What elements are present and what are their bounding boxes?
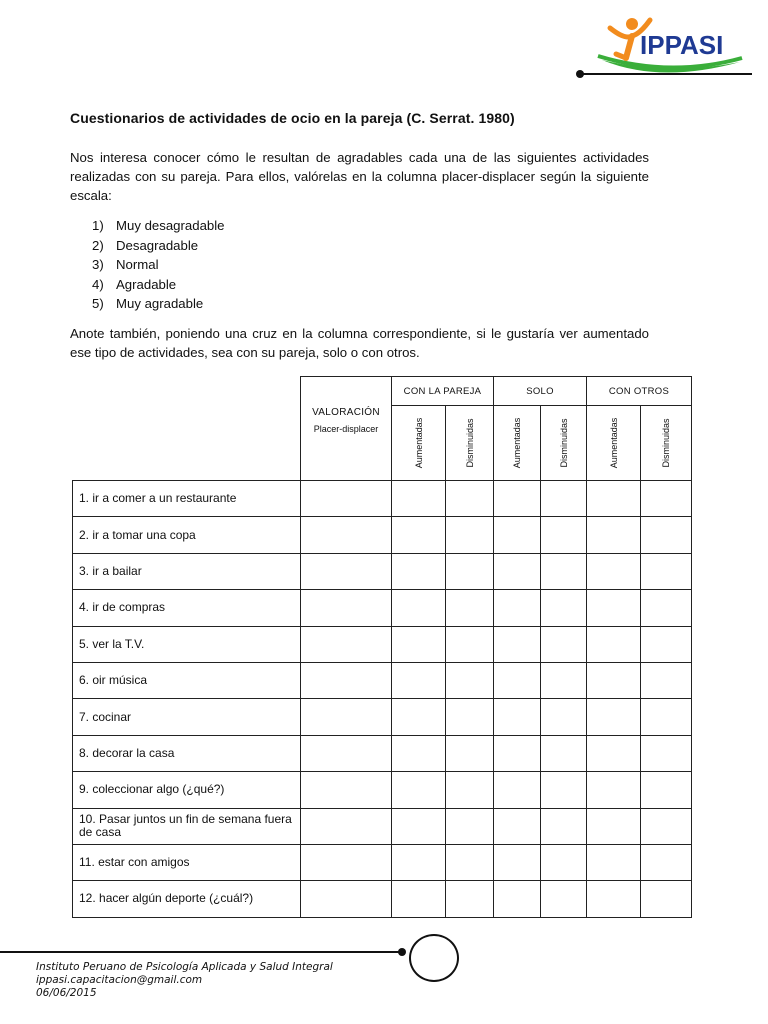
table-row	[73, 844, 692, 880]
mark-cell[interactable]	[641, 699, 692, 735]
group-header: SOLO	[494, 377, 587, 406]
mark-cell[interactable]	[541, 590, 587, 626]
mark-cell[interactable]	[494, 735, 541, 771]
table-row	[73, 735, 692, 771]
rating-cell[interactable]	[301, 808, 392, 844]
rating-cell[interactable]	[301, 772, 392, 808]
mark-cell[interactable]	[641, 517, 692, 553]
rating-scale-list	[92, 216, 225, 314]
mark-cell[interactable]	[641, 626, 692, 662]
mark-cell[interactable]	[392, 772, 446, 808]
subheader-cell: Disminuidas	[641, 406, 692, 481]
rating-cell[interactable]	[301, 662, 392, 698]
mark-cell[interactable]	[446, 662, 494, 698]
table-row	[73, 772, 692, 808]
mark-cell[interactable]	[541, 699, 587, 735]
subheader-cell: Disminuidas	[541, 406, 587, 481]
rating-cell[interactable]	[301, 481, 392, 517]
mark-cell[interactable]	[587, 881, 641, 917]
footer-email: ippasi.capacitacion@gmail.com	[36, 974, 203, 986]
mark-cell[interactable]	[494, 844, 541, 880]
table-row	[73, 881, 692, 917]
list-item: 3) Normal	[92, 257, 159, 273]
mark-cell[interactable]	[392, 808, 446, 844]
header-rule-dot	[576, 70, 584, 78]
mark-cell[interactable]	[392, 517, 446, 553]
mark-cell[interactable]	[541, 844, 587, 880]
list-item: 2) Desagradable	[92, 237, 199, 253]
activity-label: 4. ir de compras	[73, 590, 301, 626]
mark-cell[interactable]	[392, 553, 446, 589]
group-header: CON OTROS	[587, 377, 692, 406]
table-row	[73, 808, 692, 844]
mark-cell[interactable]	[641, 735, 692, 771]
activity-label: 1. ir a comer a un restaurante	[73, 481, 301, 517]
table-row	[73, 626, 692, 662]
mark-cell[interactable]	[587, 481, 641, 517]
rating-cell[interactable]	[301, 881, 392, 917]
mark-cell[interactable]	[541, 517, 587, 553]
ippasi-logo	[580, 14, 750, 80]
mark-cell[interactable]	[494, 590, 541, 626]
mark-cell[interactable]	[541, 553, 587, 589]
mark-cell[interactable]	[494, 881, 541, 917]
table-row	[73, 517, 692, 553]
table-row	[73, 553, 692, 589]
valoracion-header: VALORACIÓN Placer-displacer	[301, 377, 392, 481]
mark-cell[interactable]	[446, 517, 494, 553]
mark-cell[interactable]	[494, 626, 541, 662]
activity-label: 9. coleccionar algo (¿qué?)	[73, 772, 301, 808]
footer	[36, 961, 333, 1000]
mark-cell[interactable]	[446, 772, 494, 808]
mark-cell[interactable]	[587, 517, 641, 553]
mark-cell[interactable]	[541, 772, 587, 808]
mark-cell[interactable]	[587, 626, 641, 662]
mark-cell[interactable]	[392, 699, 446, 735]
mark-cell[interactable]	[641, 662, 692, 698]
mark-cell[interactable]	[587, 844, 641, 880]
activities-table	[72, 376, 692, 918]
mark-cell[interactable]	[587, 772, 641, 808]
mark-cell[interactable]	[587, 735, 641, 771]
mark-cell[interactable]	[541, 881, 587, 917]
mark-cell[interactable]	[541, 735, 587, 771]
activity-label: 10. Pasar juntos un fin de semana fuera de casa	[73, 808, 301, 844]
mark-cell[interactable]	[392, 844, 446, 880]
rating-cell[interactable]	[301, 735, 392, 771]
mark-cell[interactable]	[541, 481, 587, 517]
mark-cell[interactable]	[392, 735, 446, 771]
footer-rule	[0, 951, 402, 953]
subheader-cell: Aumentadas	[587, 406, 641, 481]
mark-cell[interactable]	[641, 844, 692, 880]
table-row	[73, 699, 692, 735]
mark-cell[interactable]	[494, 662, 541, 698]
mark-cell[interactable]	[587, 590, 641, 626]
rating-cell[interactable]	[301, 699, 392, 735]
rating-cell[interactable]	[301, 590, 392, 626]
rating-cell[interactable]	[301, 626, 392, 662]
page-title: Cuestionarios de actividades de ocio en la pareja (C. Serrat. 1980)	[70, 110, 515, 126]
mark-cell[interactable]	[392, 481, 446, 517]
subheader-cell: Disminuidas	[446, 406, 494, 481]
rating-cell[interactable]	[301, 517, 392, 553]
mark-cell[interactable]	[587, 662, 641, 698]
mark-cell[interactable]	[641, 772, 692, 808]
mark-cell[interactable]	[446, 590, 494, 626]
mark-cell[interactable]	[641, 553, 692, 589]
mark-cell[interactable]	[446, 735, 494, 771]
activity-label: 7. cocinar	[73, 699, 301, 735]
mark-cell[interactable]	[541, 808, 587, 844]
list-item: 4) Agradable	[92, 276, 177, 292]
mark-cell[interactable]	[446, 881, 494, 917]
subheader-cell: Aumentadas	[494, 406, 541, 481]
footer-date: 06/06/2015	[36, 987, 97, 999]
instructions-paragraph: Anote también, poniendo una cruz en la columna correspondiente, si le gustaría ver aumentado ese tipo de actividades, sea con su pareja, solo o con otros.	[70, 326, 649, 360]
mark-cell[interactable]	[587, 553, 641, 589]
mark-cell[interactable]	[392, 590, 446, 626]
svg-text:IPPASI: IPPASI	[640, 30, 724, 60]
mark-cell[interactable]	[494, 553, 541, 589]
footer-rule-dot	[398, 948, 406, 956]
list-item: 5) Muy agradable	[92, 296, 204, 312]
activity-label: 12. hacer algún deporte (¿cuál?)	[73, 881, 301, 917]
mark-cell[interactable]	[641, 590, 692, 626]
mark-cell[interactable]	[494, 699, 541, 735]
mark-cell[interactable]	[392, 881, 446, 917]
mark-cell[interactable]	[641, 481, 692, 517]
activity-label: 8. decorar la casa	[73, 735, 301, 771]
header-rule	[580, 73, 752, 75]
activity-label: 6. oir música	[73, 662, 301, 698]
mark-cell[interactable]	[392, 626, 446, 662]
footer-institute: Instituto Peruano de Psicología Aplicada y Salud Integral	[36, 961, 333, 973]
mark-cell[interactable]	[641, 808, 692, 844]
mark-cell[interactable]	[446, 481, 494, 517]
table-row	[73, 662, 692, 698]
mark-cell[interactable]	[494, 517, 541, 553]
page-number-circle	[409, 934, 459, 982]
mark-cell[interactable]	[446, 844, 494, 880]
subheader-cell: Aumentadas	[392, 406, 446, 481]
intro-paragraph: Nos interesa conocer cómo le resultan de agradables cada una de las siguientes actividades realizadas con su pareja. Para ellos, valórelas en la columna placer-displacer según la siguiente escala:	[70, 150, 649, 203]
table-row	[73, 590, 692, 626]
mark-cell[interactable]	[446, 553, 494, 589]
mark-cell[interactable]	[446, 808, 494, 844]
activity-label: 5. ver la T.V.	[73, 626, 301, 662]
mark-cell[interactable]	[541, 662, 587, 698]
mark-cell[interactable]	[641, 881, 692, 917]
mark-cell[interactable]	[587, 808, 641, 844]
activity-label: 11. estar con amigos	[73, 844, 301, 880]
activity-label: 3. ir a bailar	[73, 553, 301, 589]
mark-cell[interactable]	[541, 626, 587, 662]
mark-cell[interactable]	[392, 662, 446, 698]
mark-cell[interactable]	[494, 481, 541, 517]
rating-cell[interactable]	[301, 844, 392, 880]
group-header: CON LA PAREJA	[392, 377, 494, 406]
activity-label: 2. ir a tomar una copa	[73, 517, 301, 553]
mark-cell[interactable]	[446, 699, 494, 735]
rating-cell[interactable]	[301, 553, 392, 589]
table-row	[73, 481, 692, 517]
mark-cell[interactable]	[494, 772, 541, 808]
mark-cell[interactable]	[587, 699, 641, 735]
list-item: 1) Muy desagradable	[92, 218, 225, 233]
mark-cell[interactable]	[494, 808, 541, 844]
mark-cell[interactable]	[446, 626, 494, 662]
